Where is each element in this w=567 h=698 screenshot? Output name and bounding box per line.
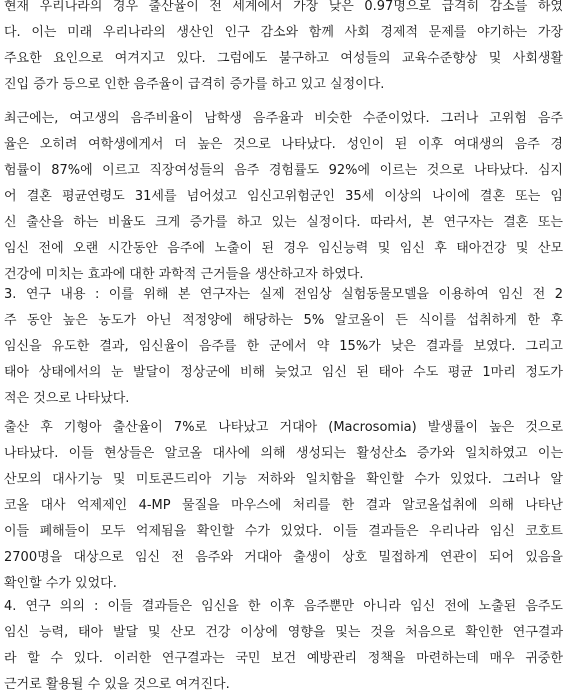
text-line: 이들 폐해들이 모두 억제됨을 확인할 수가 있었다. 이들 결과들은 우리나라 임신 코호트 <box>4 524 563 539</box>
text-line: 신 출산을 하는 비율도 크게 증가를 하고 있는 실정이다. 따라서, 본 연구자는 결혼 또는 <box>4 215 563 230</box>
text-line: 진입 증가 등으로 인한 음주율이 급격히 증가를 하고 있고 실정이다. <box>4 77 385 92</box>
paragraph-2 <box>4 106 563 288</box>
text-line: 주 동안 높은 농도가 아닌 적정양에 해당하는 5% 알코올이 든 식이를 섭취하게 한 후 <box>4 313 563 328</box>
text-line: 산모의 대사기능 및 미토콘드리아 기능 저하와 일치함을 확인할 수가 있었다. 그러나 알 <box>4 472 563 487</box>
paragraph-1 <box>4 0 563 98</box>
text-line: 적은 것으로 나타났다. <box>4 391 130 406</box>
text-line: 코올 대사 억제제인 4-MP 물질을 마우스에 처리를 한 결과 알코올섭취에 의해 나타난 <box>4 498 563 513</box>
text-line: 율은 오히려 여학생에게서 더 높은 것으로 나타났다. 성인이 된 이후 여대생의 음주 경 <box>4 137 563 152</box>
text-line: 라 할 수 있다. 이러한 연구결과는 국민 보건 예방관리 정책을 마련하는데 매우 귀중한 <box>4 651 563 666</box>
text-line: 현재 우리나라의 경우 출산율이 전 세계에서 가장 낮은 0.97명으로 급격히 감소를 하였 <box>4 0 563 14</box>
text-line: 2700명을 대상으로 임신 전 음주와 거대아 출생이 상호 밀접하게 연관이 되어 있음을 <box>4 550 563 565</box>
text-line: 3. 연구 내용 : 이를 위해 본 연구자는 실제 전임상 실험동물모델을 이용하여 임신 전 2 <box>4 287 563 302</box>
text-line: 출산 후 기형아 출산율이 7%로 나타났고 거대아 (Macrosomia) 발생률이 높은 것으로 <box>4 420 563 435</box>
text-line: 건강에 미치는 효과에 대한 과학적 근거들을 생산하고자 하였다. <box>4 267 364 282</box>
text-line: 험률이 87%에 이르고 직장여성들의 음주 경험률도 92%에 이르는 것으로 나타났다. 심지 <box>4 163 563 178</box>
text-line: 다. 이는 미래 우리나라의 생산인 인구 감소와 함께 사회 경제적 문제를 야기하는 가장 <box>4 25 563 40</box>
paragraph-5-research-significance <box>4 594 563 698</box>
text-line: 근거로 활용될 수 있을 것으로 여겨진다. <box>4 677 230 692</box>
paragraph-3-research-content <box>4 282 563 412</box>
paragraph-4 <box>4 415 563 597</box>
text-line: 어 결혼 평균연령도 31세를 넘어섰고 임신고위험군인 35세 이상의 나이에 결혼 또는 임 <box>4 189 563 204</box>
text-line: 주요한 요인으로 여겨지고 있다. 그럼에도 불구하고 여성들의 교육수준향상 및 사회생활 <box>4 51 563 66</box>
text-line: 태아 상태에서의 눈 발달이 정상군에 비해 늦었고 임신 된 태아 수도 평균 1마리 정도가 <box>4 365 563 380</box>
text-line: 임신 전에 오랜 시간동안 음주에 노출이 된 경우 임신능력 및 임신 후 태아건강 및 산모 <box>4 241 563 256</box>
text-line: 임신을 유도한 결과, 임신율이 음주를 한 군에서 약 15%가 낮은 결과를 보였다. 그리고 <box>4 339 563 354</box>
text-line: 나타났다. 이들 현상들은 알코올 대사에 의해 생성되는 활성산소 증가와 일치하였고 이는 <box>4 446 563 461</box>
text-line: 최근에는, 여고생의 음주비율이 남학생 음주율과 비슷한 수준이었다. 그러나 고위험 음주 <box>4 111 563 126</box>
text-line: 4. 연구 의의 : 이들 결과들은 임신을 한 이후 음주뿐만 아니라 임신 전에 노출된 음주도 <box>4 599 563 614</box>
text-line: 확인할 수가 있었다. <box>4 576 117 591</box>
text-line: 임신 능력, 태아 발달 및 산모 건강 이상에 영향을 및는 것을 처음으로 확인한 연구결과 <box>4 625 563 640</box>
